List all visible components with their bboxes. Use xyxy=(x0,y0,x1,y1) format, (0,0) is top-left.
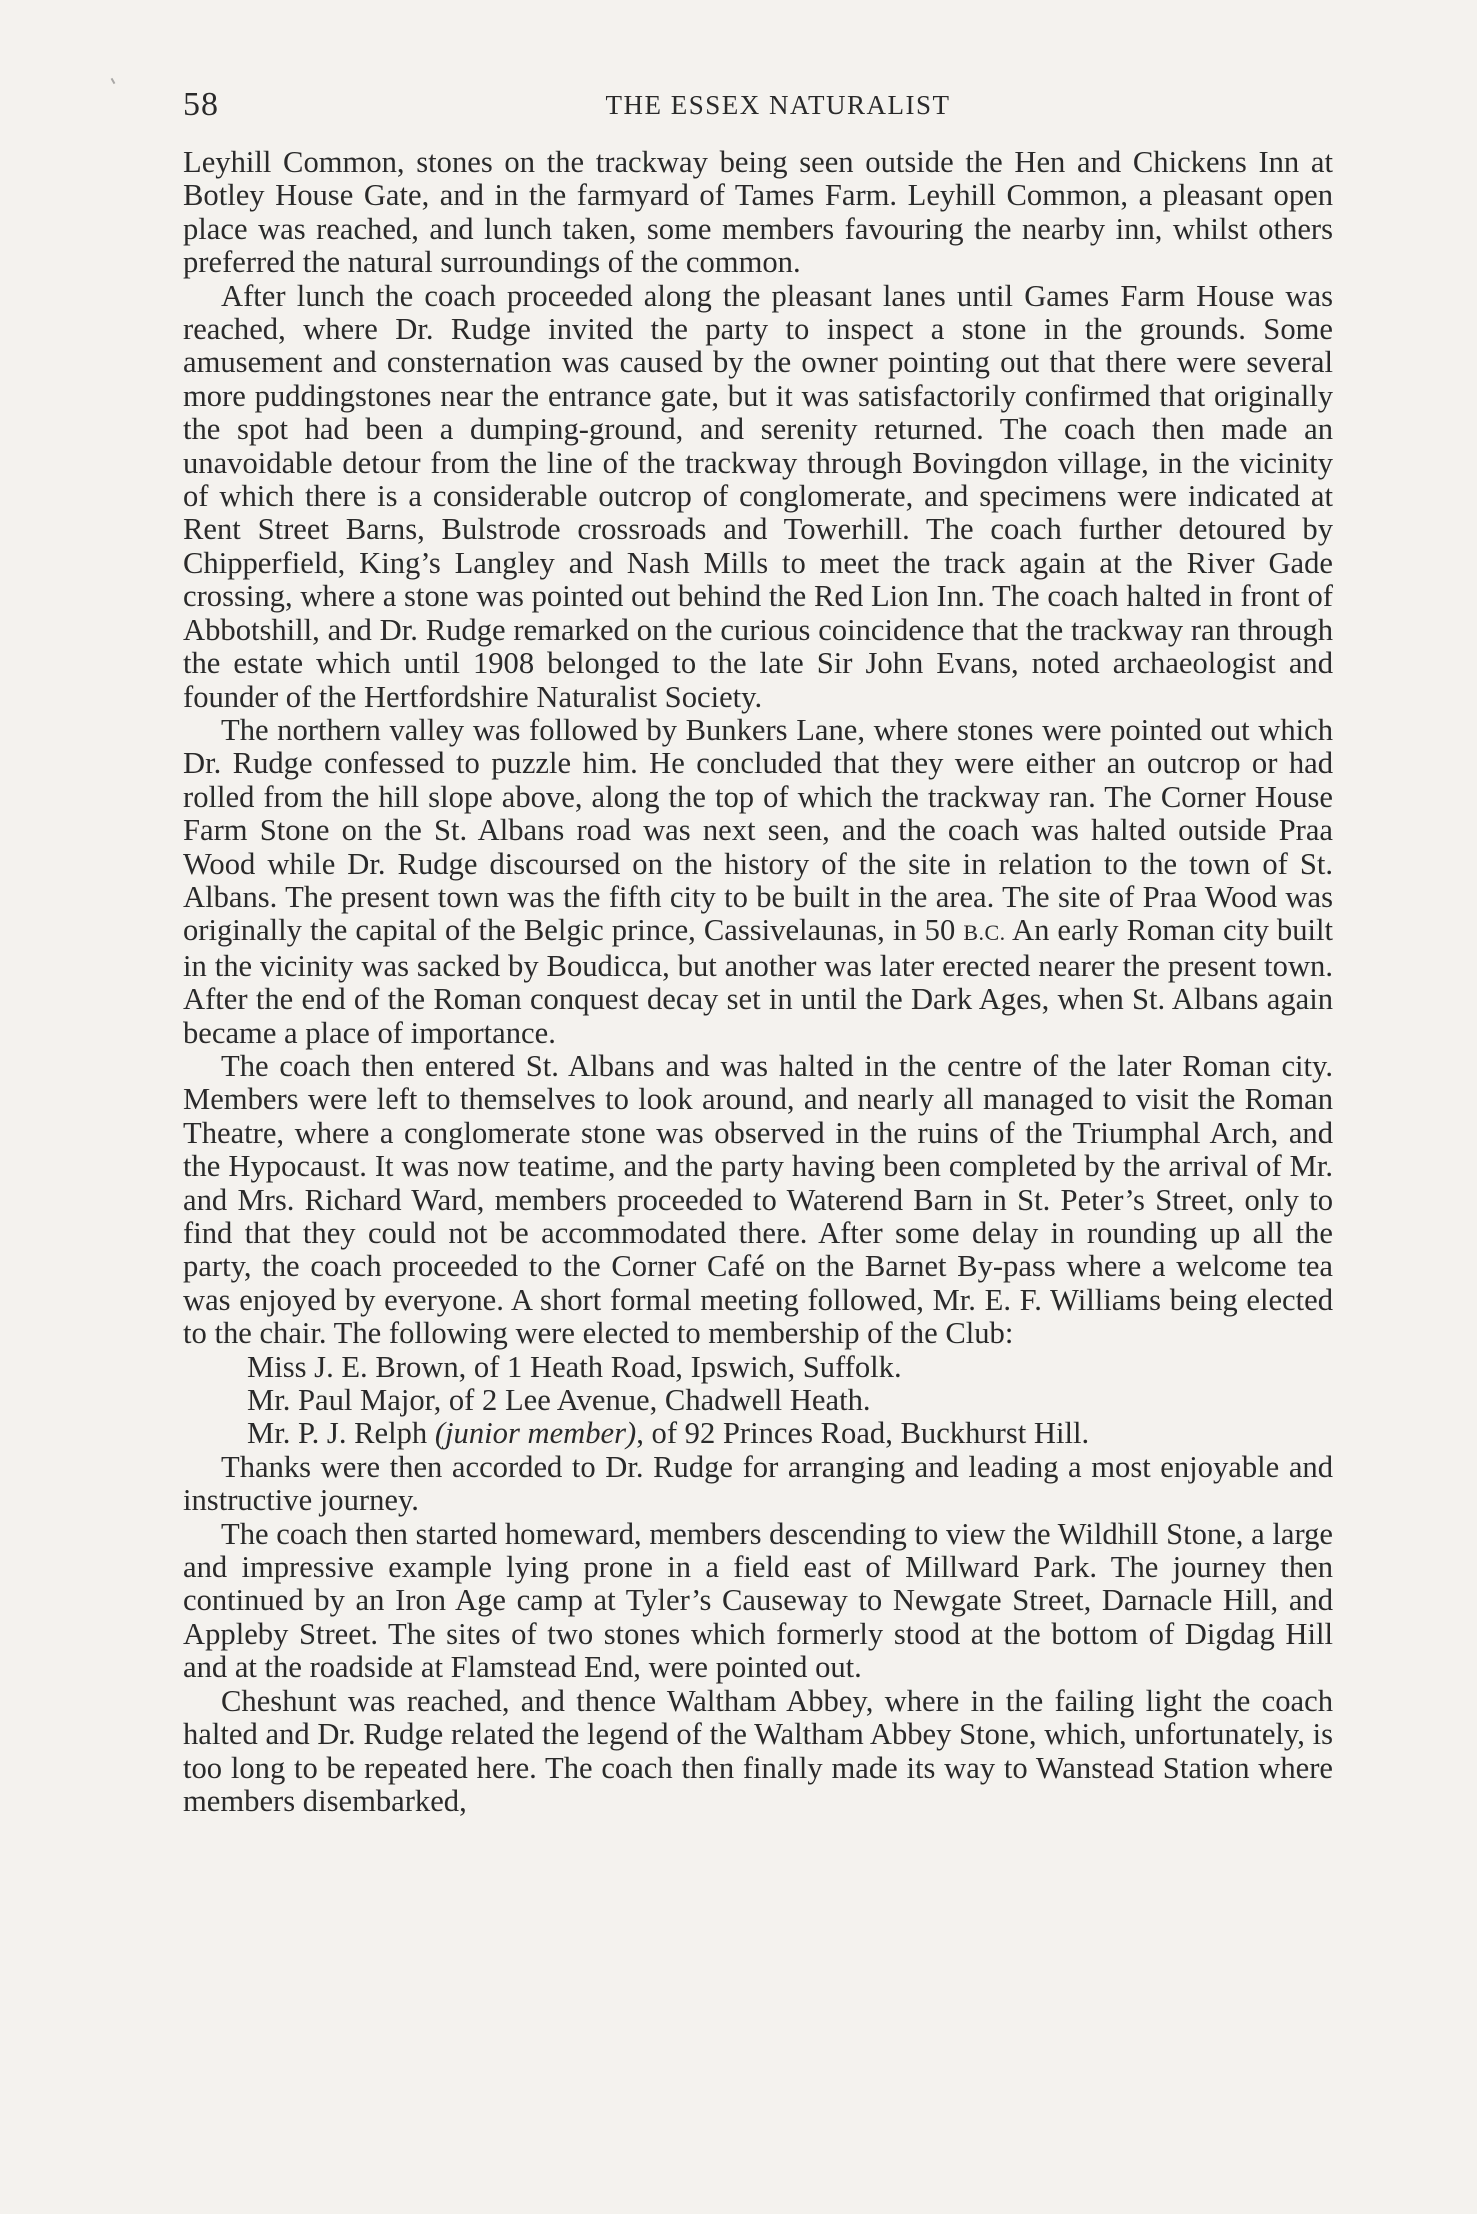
bc-abbreviation: B.C. xyxy=(963,920,1006,946)
paragraph: The coach then started homeward, members descending to view the Wildhill Stone, a large and impressive example lying prone in a field east of Millward Park. The journey then continued by an Iron Age camp at Tyler’s Causeway to Newgate Street, Darnacle Hill, and Appleby Street. The sites of two stones which formerly stood at the bottom of Digdag Hill and at the roadside at Flamstead End, were pointed out. xyxy=(183,1516,1333,1685)
running-title: THE ESSEX NATURALIST xyxy=(605,90,951,120)
article-body xyxy=(183,146,1333,1818)
page-number: 58 xyxy=(183,86,219,123)
member-note: (junior member) xyxy=(434,1416,637,1451)
paragraph-text-continued: An early Roman city built in the vicinity was sacked by Boudicca, but another was later erected nearer the present town. After the end of the Roman conquest decay set in until the Dark Ages, when St. Albans again became a place of importance. xyxy=(183,913,1333,1050)
page-header xyxy=(183,86,1333,130)
member-entry: Miss J. E. Brown, of 1 Heath Road, Ipswich, Suffolk. xyxy=(247,1349,902,1384)
member-address: , of 92 Princes Road, Buckhurst Hill. xyxy=(636,1416,1090,1451)
paragraph: Leyhill Common, stones on the trackway being seen outside the Hen and Chickens Inn at Botley House Gate, and in the farmyard of Tames Farm. Leyhill Common, a pleasant open place was reached, and lunch taken, some members favouring the nearby inn, whilst others preferred the natural surroundings of the common. xyxy=(183,145,1333,280)
paragraph xyxy=(183,714,1333,1050)
paragraph-text: The northern valley was followed by Bunkers Lane, where stones were pointed out which Dr. Rudge confessed to puzzle him. He concluded that they were either an outcrop or had rolled from the hill slope above, along the top of which the trackway ran. The Corner House Farm Stone on the St. Albans road was next seen, and the coach was halted outside Praa Wood while Dr. Rudge discoursed on the history of the site in relation to the town of St. Albans. The present town was the fifth city to be built in the area. The site of Praa Wood was originally the capital of the Belgic prince, Cassivelaunas, in 50 xyxy=(183,712,1333,948)
paragraph: After lunch the coach proceeded along the pleasant lanes until Games Farm House was reached, where Dr. Rudge invited the party to inspect a stone in the grounds. Some amusement and consternation was caused by the owner pointing out that there were several more puddingstones near the entrance gate, but it was satisfactorily confirmed that originally the spot had been a dumping-ground, and serenity returned. The coach then made an unavoidable detour from the line of the trackway through Bovingdon village, in the vicinity of which there is a considerable outcrop of conglomerate, and specimens were indicated at Rent Street Barns, Bulstrode crossroads and Towerhill. The coach further detoured by Chipperfield, King’s Langley and Nash Mills to meet the track again at the River Gade crossing, where a stone was pointed out behind the Red Lion Inn. The coach halted in front of Abbotshill, and Dr. Rudge remarked on the curious coincidence that the trackway ran through the estate which until 1908 belonged to the late Sir John Evans, noted archaeologist and founder of the Hertfordshire Naturalist Society. xyxy=(183,278,1333,714)
member-entry xyxy=(183,1417,1333,1450)
paragraph: Thanks were then accorded to Dr. Rudge for arranging and leading a most enjoyable and instructive journey. xyxy=(183,1449,1333,1518)
paragraph: Cheshunt was reached, and thence Waltham Abbey, where in the failing light the coach halted and Dr. Rudge related the legend of the Waltham Abbey Stone, which, unfortunately, is too long to be repeated here. The coach then finally made its way to Wanstead Station where members disembarked, xyxy=(183,1683,1333,1818)
paragraph: The coach then entered St. Albans and was halted in the centre of the later Roman city. Members were left to themselves to look around, and nearly all managed to visit the Roman Theatre, where a conglomerate stone was observed in the ruins of the Triumphal Arch, and the Hypocaust. It was now teatime, and the party having been completed by the arrival of Mr. and Mrs. Richard Ward, members proceeded to Waterend Barn in St. Peter’s Street, only to find that they could not be accommodated there. After some delay in rounding up all the party, the coach proceeded to the Corner Café on the Barnet By-pass where a welcome tea was enjoyed by everyone. A short formal meeting followed, Mr. E. F. Williams being elected to the chair. The following were elected to membership of the Club: xyxy=(183,1048,1333,1351)
member-name: Mr. P. J. Relph xyxy=(247,1416,435,1451)
scan-mark xyxy=(111,78,116,84)
member-entry: Mr. Paul Major, of 2 Lee Avenue, Chadwell Heath. xyxy=(247,1383,871,1418)
